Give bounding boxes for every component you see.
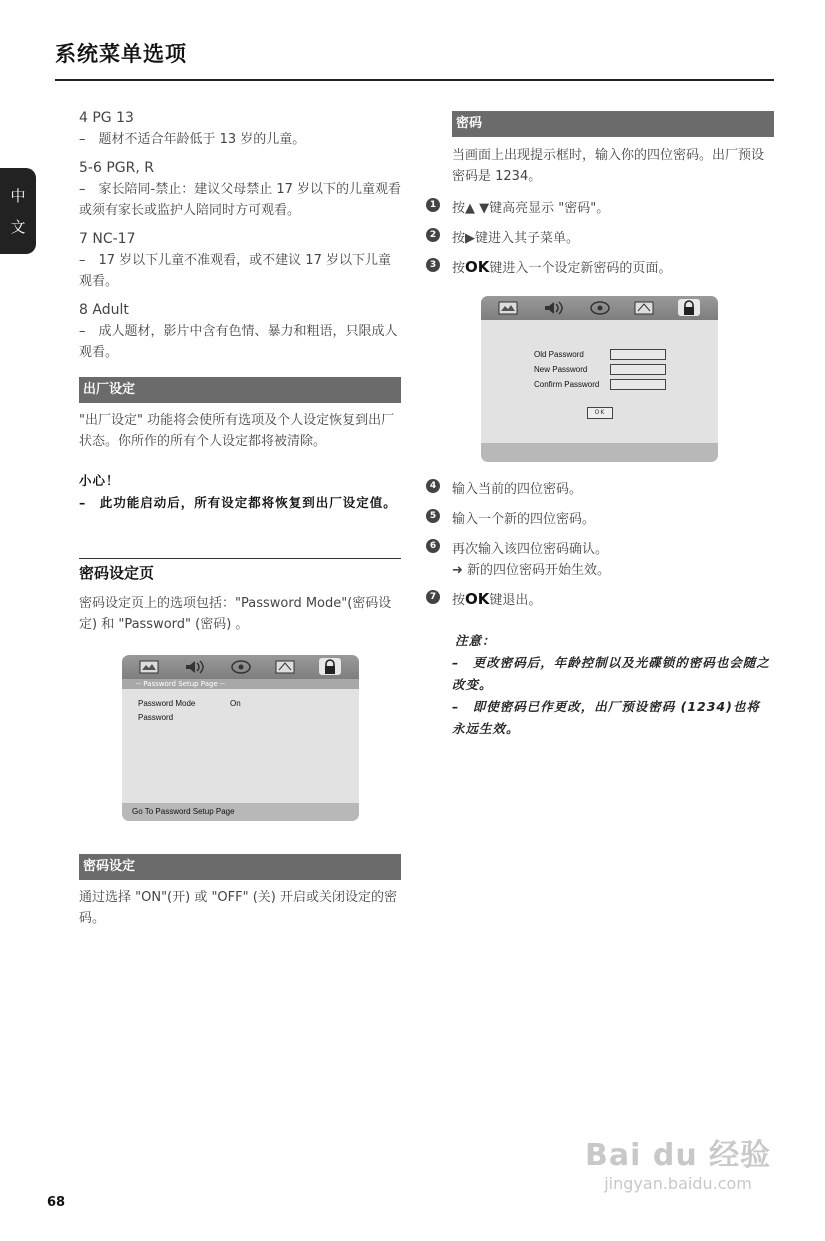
password-text: 当画面上出现提示框时，输入你的四位密码。出厂预设密码是 1234。: [452, 148, 765, 184]
step-number: 1: [426, 198, 440, 212]
menu-footer: [481, 443, 718, 462]
header-rule: [55, 79, 774, 81]
step-text: 按▶键进入其子菜单。: [452, 231, 579, 246]
step-text: 输入一个新的四位密码。: [452, 512, 596, 527]
factory-settings-text: "出厂设定" 功能将会使所有选项及个人设定恢复到出厂状态。你所作的所有个人设定都将被清除。: [79, 413, 395, 449]
general-setup-icon: [497, 299, 519, 316]
step-number: 3: [426, 258, 440, 272]
preference-setup-icon: [633, 299, 655, 316]
new-password-screen: [481, 296, 718, 462]
step-2: [426, 228, 440, 242]
step-number: 5: [426, 509, 440, 523]
note-1: – 更改密码后，年龄控制以及光碟锁的密码也会随之改变。: [452, 655, 770, 692]
password-mode-text: 通过选择 "ON"(开) 或 "OFF" (关) 开启或关闭设定的密码。: [79, 890, 398, 926]
step-number: 4: [426, 479, 440, 493]
step-3: [426, 258, 440, 272]
watermark: [585, 1130, 771, 1193]
step-6: [426, 539, 440, 553]
section-rule: [79, 558, 401, 559]
factory-settings-bar: 出厂设定: [79, 377, 401, 403]
lang-tab-char-2: 文: [10, 218, 26, 236]
preference-setup-icon: [274, 658, 296, 675]
rating-item: [79, 300, 401, 363]
password-setup-screen: [122, 655, 359, 821]
lock-icon: [319, 658, 341, 675]
step-number: 2: [426, 228, 440, 242]
step-number: 6: [426, 539, 440, 553]
ok-key-glyph: OK: [465, 590, 490, 608]
step-text-rest: 键退出。: [489, 593, 542, 608]
menu-subtitle: -- Password Setup Page --: [122, 679, 359, 689]
rating-desc: – 成人题材，影片中含有色情、暴力和粗语，只限成人观看。: [79, 324, 398, 360]
page-title: 系统菜单选项: [55, 42, 187, 66]
old-password-field[interactable]: [610, 349, 666, 360]
section-title: 密码设定页: [79, 564, 155, 582]
note-title: 注意：: [455, 633, 496, 648]
section-text: 密码设定页上的选项包括："Password Mode"(密码设定) 和 "Password" (密码) 。: [79, 596, 392, 632]
language-tab: [0, 168, 36, 254]
audio-setup-icon: [542, 299, 564, 316]
step-1: [426, 198, 440, 212]
ok-key-glyph: OK: [465, 258, 490, 276]
step-text: 输入当前的四位密码。: [452, 482, 583, 497]
page-number: 68: [47, 1195, 66, 1210]
rating-title: 4 PG 13: [79, 110, 134, 126]
step-7: [426, 590, 440, 604]
step-5: [426, 509, 440, 523]
step-text: [452, 257, 671, 276]
step-text-rest: 键进入一个设定新密码的页面。: [489, 261, 672, 276]
rating-item: [79, 158, 401, 221]
step-text: 按▲ ▼键高亮显示 "密码"。: [452, 201, 610, 216]
lock-icon: [678, 299, 700, 316]
step-text: [452, 589, 541, 608]
step-number: 7: [426, 590, 440, 604]
menu-icon-bar: [122, 655, 359, 679]
menu-icon-bar: [481, 296, 718, 320]
video-setup-icon: [230, 658, 252, 675]
rating-item: [79, 229, 401, 292]
confirm-password-label: Confirm Password: [534, 380, 600, 389]
new-password-label: New Password: [534, 365, 588, 374]
confirm-password-field[interactable]: [610, 379, 666, 390]
audio-setup-icon: [183, 658, 205, 675]
rating-title: 7 NC-17: [79, 231, 136, 247]
video-setup-icon: [589, 299, 611, 316]
caution-title: 小心！: [79, 473, 120, 488]
caution-text: – 此功能启动后，所有设定都将恢复到出厂设定值。: [79, 495, 397, 510]
step-text-prefix: 按: [452, 593, 466, 608]
rating-list: [79, 108, 401, 363]
password-mode-value[interactable]: On: [230, 699, 241, 708]
new-password-field[interactable]: [610, 364, 666, 375]
rating-title: 8 Adult: [79, 302, 129, 318]
rating-desc: – 17 岁以下儿童不准观看，或不建议 17 岁以下儿童观看。: [79, 253, 391, 289]
menu-footer: Go To Password Setup Page: [122, 803, 359, 821]
rating-desc: – 题材不适合年龄低于 13 岁的儿童。: [79, 132, 306, 147]
watermark-logo: Bai du 经验: [585, 1138, 772, 1173]
rating-desc: – 家长陪同-禁止：建议父母禁止 17 岁以下的儿童观看或须有家长或监护人陪同时方可观看。: [79, 182, 401, 218]
lang-tab-char-1: 中: [10, 187, 26, 205]
step-text-prefix: 按: [452, 261, 466, 276]
password-mode-label[interactable]: Password Mode: [138, 699, 196, 708]
step-4: [426, 479, 440, 493]
password-label[interactable]: Password: [138, 713, 174, 722]
old-password-label: Old Password: [534, 350, 584, 359]
note-2: – 即使密码已作更改，出厂预设密码 (1234)也将永远生效。: [452, 699, 760, 736]
rating-title: 5-6 PGR, R: [79, 160, 154, 176]
rating-item: [79, 108, 401, 150]
step-result: ➜ 新的四位密码开始生效。: [452, 563, 611, 578]
step-text: 再次输入该四位密码确认。: [452, 542, 609, 557]
password-bar: 密码: [452, 111, 774, 137]
watermark-url: jingyan.baidu.com: [604, 1174, 752, 1193]
ok-button[interactable]: OK: [587, 407, 613, 419]
password-mode-bar: 密码设定: [79, 854, 401, 880]
general-setup-icon: [138, 658, 160, 675]
